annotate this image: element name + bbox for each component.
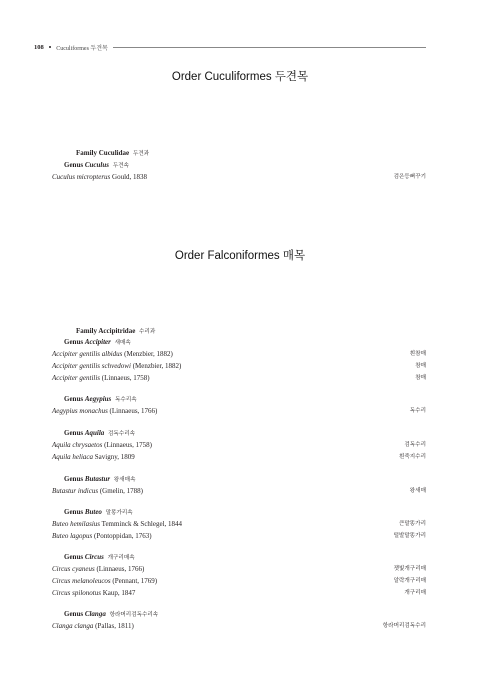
species-korean: 항라머리검독수리 [382,623,426,629]
species-author: Temminck & Schlegel, 1844 [101,520,183,528]
family-heading [52,326,450,337]
species-row [52,576,426,586]
genus-heading [52,552,438,563]
genus-name: Aegypius [84,395,112,403]
species-author: (Menzbier, 1882) [132,362,182,370]
species-author: (Linnaeus, 1766) [96,565,145,573]
genus-korean: 왕새매속 [113,477,136,483]
species-name: Aquila chrysaetos [52,441,103,449]
species-name: Clanga clanga [52,622,94,630]
genus-name: Clanga [84,610,106,618]
species-author: (Pontoppidan, 1763) [94,532,152,540]
genus-name: Butastur [84,475,111,483]
genus-heading [52,609,438,620]
genus-prefix: Genus [64,610,84,618]
species-name: Circus melanoleucos [52,577,111,585]
genus-prefix: Genus [64,429,84,437]
running-header [34,41,426,53]
family-name: Family Accipitridae [76,327,136,335]
species-row [52,406,426,416]
genus-korean: 개구리매속 [107,555,135,561]
genus-heading [52,474,438,485]
genus-prefix: Genus [64,161,84,169]
genus-heading [52,394,438,405]
species-row [52,373,426,383]
species-name: Aquila heliaca [52,453,94,461]
species-korean: 참매 [415,375,426,381]
species-name: Accipiter gentilis [52,374,101,382]
species-author: (Linnaeus, 1766) [109,407,158,415]
species-korean: 흰참매 [409,351,426,357]
genus-prefix: Genus [64,553,84,561]
species-name: Accipiter gentilis schvedowi [52,362,131,370]
species-row [52,621,426,631]
species-name: Buteo lagopus [52,532,93,540]
species-korean: 털발말똥가리 [393,533,426,539]
family-heading [52,148,450,159]
species-row [52,452,426,462]
family-korean: 두견과 [132,151,150,157]
genus-name: Cuculus [84,161,109,169]
species-author: (Pallas, 1811) [95,622,134,630]
genus-korean: 새매속 [114,340,131,346]
species-name: Butastur indicus [52,487,99,495]
species-korean: 검독수리 [404,442,426,448]
species-korean: 독수리 [409,408,426,414]
species-row [52,361,426,371]
species-name: Accipiter gentilis albidus [52,350,123,358]
species-korean: 왕새매 [409,488,426,494]
species-korean: 참매 [415,363,426,369]
species-name: Circus spilonotus [52,589,101,597]
running-section-title: Cuculiformes 두견목 [56,45,108,52]
species-korean: 검은등뻐꾸기 [393,174,426,180]
order-title-cuculiformes: Order Cuculiformes 두견목 [171,71,309,83]
species-row [52,531,426,541]
genus-korean: 독수리속 [115,397,137,403]
genus-name: Aquila [84,429,105,437]
genus-prefix: Genus [64,475,84,483]
species-author: (Menzbier, 1882) [124,350,173,358]
header-rule [113,47,426,48]
genus-heading [52,337,438,348]
species-korean: 개구리매 [404,590,426,596]
species-row [52,440,426,450]
species-row [52,519,426,529]
genus-heading [52,507,438,518]
species-author: (Linnaeus, 1758) [101,374,150,382]
species-korean: 흰죽지수리 [398,454,426,460]
species-author: Savigny, 1809 [94,453,135,461]
genus-name: Accipiter [84,338,111,346]
genus-prefix: Genus [64,508,84,516]
species-name: Cuculus micropterus [52,173,111,181]
species-name: Aegypius monachus [52,407,108,415]
species-author: Gould, 1838 [112,173,148,181]
species-name: Buteo hemilasius [52,520,101,528]
genus-prefix: Genus [64,395,84,403]
species-row [52,172,426,182]
species-korean: 알락개구리매 [393,578,426,584]
genus-heading [52,428,438,439]
order-title-falconiformes: Order Falconiformes 매목 [174,250,306,262]
species-row [52,564,426,574]
genus-korean: 검독수리속 [108,431,136,437]
bullet-icon [49,46,52,49]
genus-prefix: Genus [64,338,84,346]
species-name: Circus cyaneus [52,565,95,573]
species-author: (Gmelin, 1788) [99,487,144,495]
family-name: Family Cuculidae [76,149,130,157]
genus-name: Circus [84,553,104,561]
genus-korean: 항라머리검독수리속 [109,612,159,618]
species-row [52,349,426,359]
species-row [52,486,426,496]
genus-heading [52,160,438,171]
genus-korean: 두견속 [112,163,129,169]
species-author: (Pennant, 1769) [112,577,158,585]
genus-name: Buteo [84,508,102,516]
genus-korean: 말똥가리속 [105,510,133,516]
species-korean: 잿빛개구리매 [393,566,426,572]
family-korean: 수리과 [139,329,156,335]
species-author: (Linnaeus, 1758) [104,441,152,449]
species-row [52,588,426,598]
species-author: Kaup, 1847 [102,589,136,597]
page-number: 108 [34,43,44,51]
species-korean: 큰말똥가리 [398,521,426,527]
